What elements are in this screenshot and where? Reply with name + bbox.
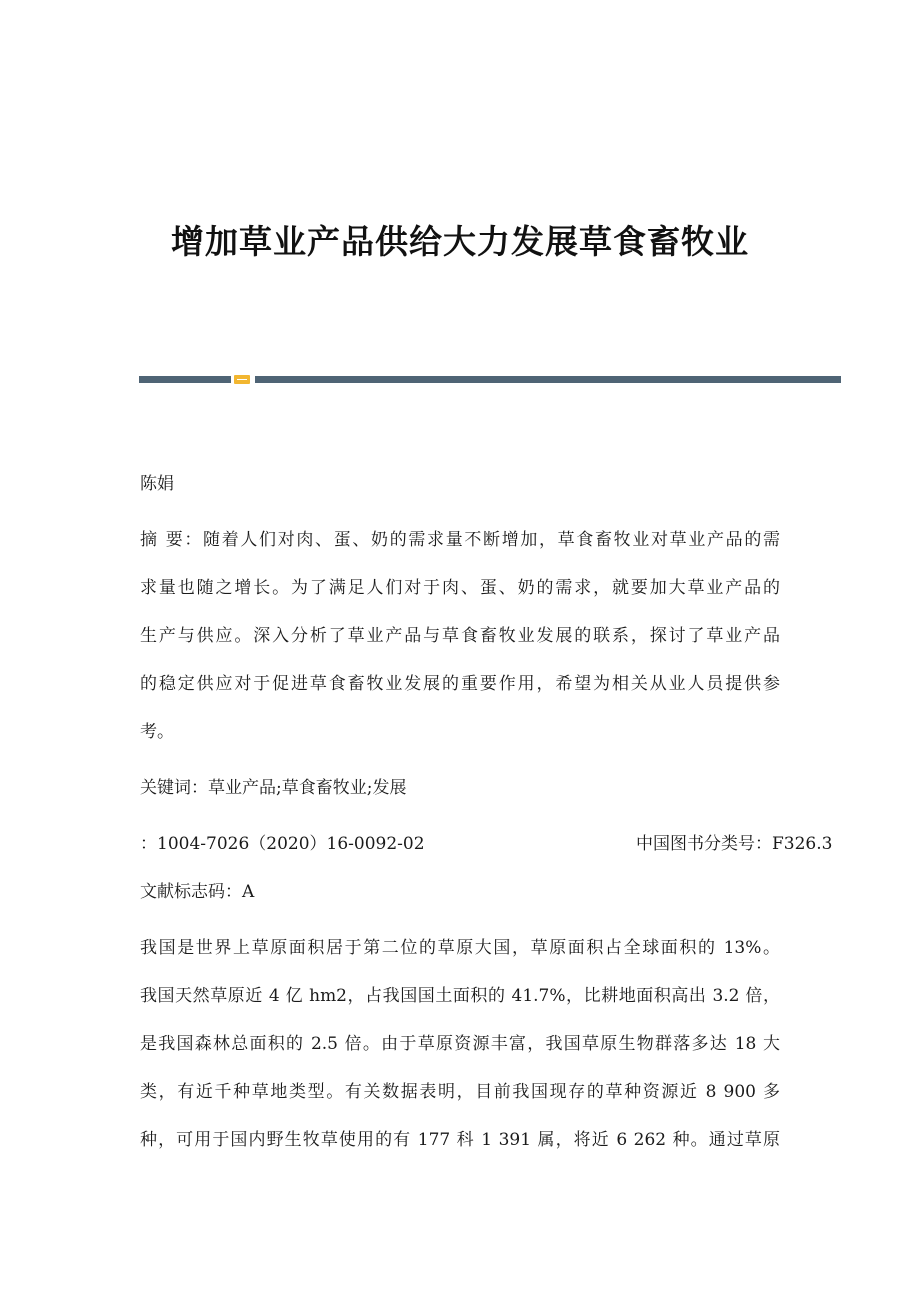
abstract-line: 生产与供应。深入分析了草业产品与草食畜牧业发展的联系，探讨了草业产品 xyxy=(140,626,780,646)
author-name: 陈娟 xyxy=(140,474,174,494)
body-line: 类，有近千种草地类型。有关数据表明，目前我国现存的草种资源近 8 900 多 xyxy=(140,1082,780,1102)
divider-bar-left xyxy=(139,376,231,383)
document-code: 文献标志码：A xyxy=(140,882,255,902)
abstract-line: 考。 xyxy=(140,722,174,742)
divider-bar-right xyxy=(255,376,841,383)
abstract-line: 求量也随之增长。为了满足人们对于肉、蛋、奶的需求，就要加大草业产品的 xyxy=(140,578,780,598)
body-line: 我国天然草原近 4 亿 hm2，占我国国土面积的 41.7%，比耕地面积高出 3.2 倍， xyxy=(140,986,780,1006)
abstract-line: 摘 要：随着人们对肉、蛋、奶的需求量不断增加，草食畜牧业对草业产品的需 xyxy=(140,530,780,550)
divider-emblem-icon xyxy=(234,375,250,384)
clc-number: 中国图书分类号：F326.3 xyxy=(636,834,833,854)
body-line: 我国是世界上草原面积居于第二位的草原大国，草原面积占全球面积的 13%。 xyxy=(140,938,780,958)
publication-info xyxy=(140,833,833,855)
body-line: 是我国森林总面积的 2.5 倍。由于草原资源丰富，我国草原生物群落多达 18 大 xyxy=(140,1034,781,1054)
issn-code: ：1004-7026（2020）16-0092-02 xyxy=(140,834,425,854)
abstract-line: 的稳定供应对于促进草食畜牧业发展的重要作用，希望为相关从业人员提供参 xyxy=(140,674,780,694)
document-title: 增加草业产品供给大力发展草食畜牧业 xyxy=(171,222,749,261)
keywords: 关键词：草业产品;草食畜牧业;发展 xyxy=(140,778,407,798)
title-divider xyxy=(139,375,841,384)
body-line: 种，可用于国内野生牧草使用的有 177 科 1 391 属，将近 6 262 种。通过草原 xyxy=(140,1130,780,1150)
